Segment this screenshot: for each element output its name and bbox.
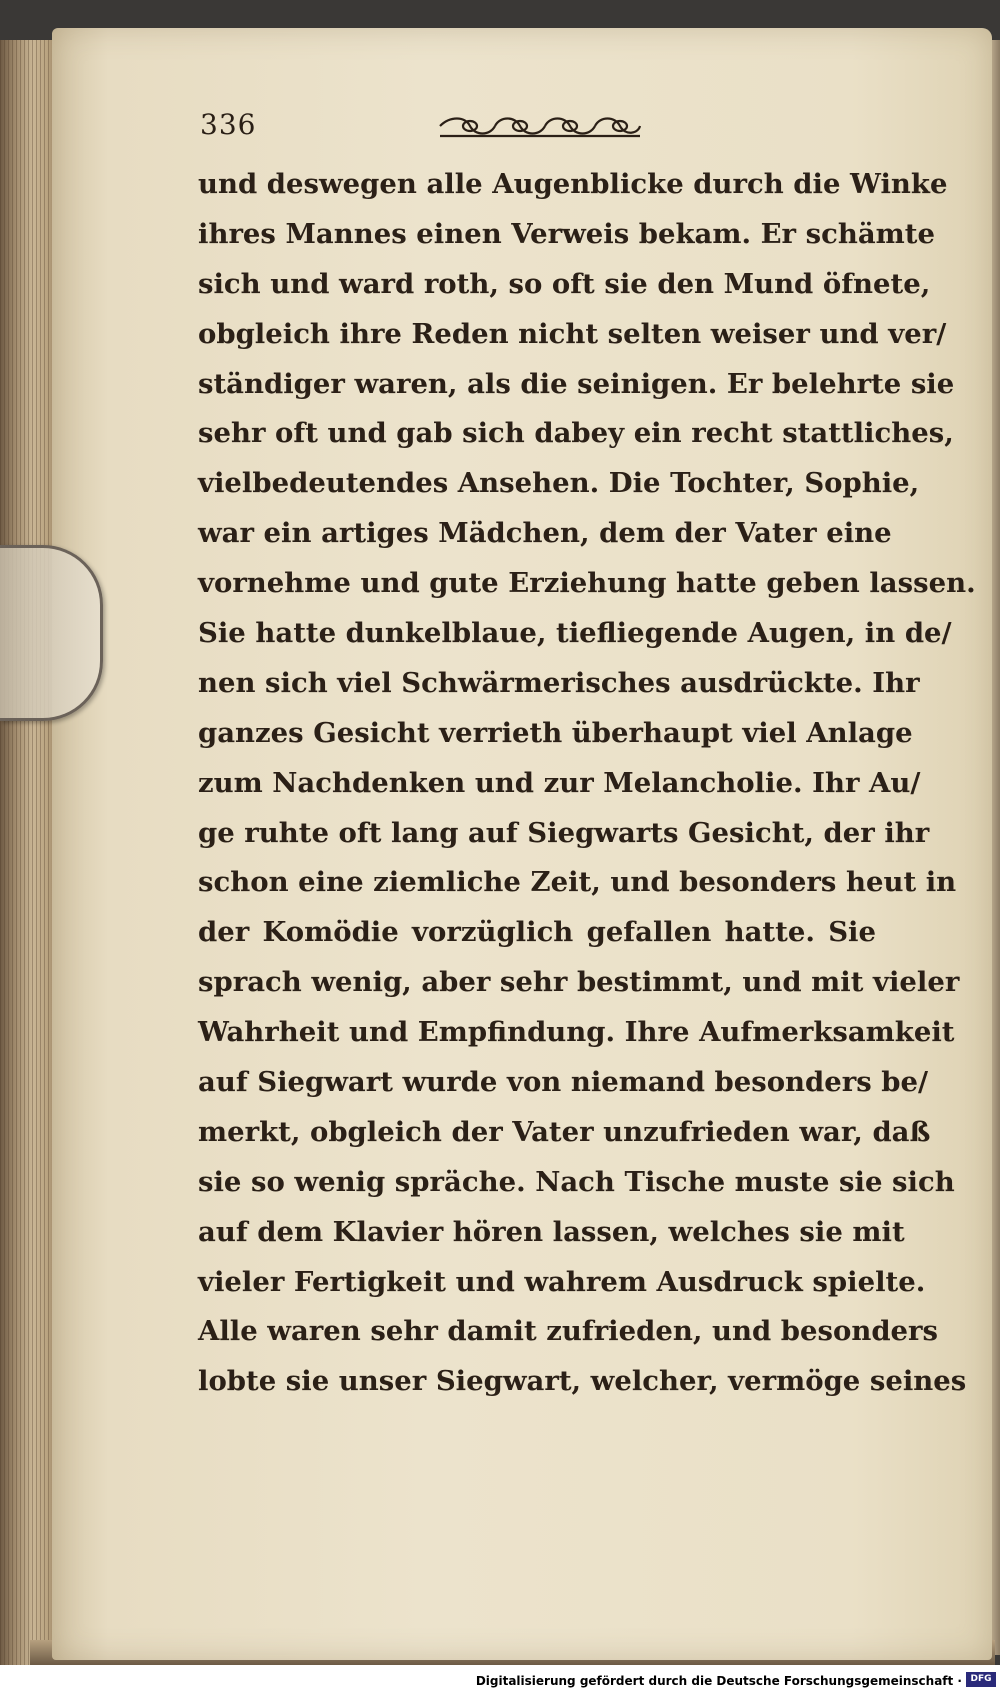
text-line: nen sich viel Schwärmerisches ausdrückte. Ihr [198, 666, 920, 699]
text-line: zum Nachdenken und zur Melancholie. Ihr Au/ [198, 766, 921, 799]
page-clip [0, 545, 103, 721]
text-line: vieler Fertigkeit und wahrem Ausdruck spielte. [198, 1265, 926, 1298]
text-line: sehr oft und gab sich dabey ein recht stattliches, [198, 417, 954, 450]
text-line: war ein artiges Mädchen, dem der Vater eine [198, 517, 892, 550]
text-line: der Komödie vorzüglich gefallen hatte. Sie [198, 916, 876, 949]
text-line: ge ruhte oft lang auf Siegwarts Gesicht, der ihr [198, 816, 930, 849]
text-line: auf Siegwart wurde von niemand besonders be/ [198, 1066, 929, 1099]
text-line: ständiger waren, als die seinigen. Er belehrte sie [198, 367, 955, 400]
text-line: schon eine ziemliche Zeit, und besonders heut in [198, 866, 957, 899]
text-line: ganzes Gesicht verrieth überhaupt viel Anlage [198, 716, 913, 749]
text-line: und deswegen alle Augenblicke durch die Winke [198, 168, 948, 200]
text-line: sie so wenig spräche. Nach Tische muste sie sich [198, 1165, 955, 1198]
text-line: ihres Mannes einen Verweis bekam. Er schämte [198, 217, 935, 250]
text-line: auf dem Klavier hören lassen, welches sie mit [198, 1215, 905, 1248]
text-line: Wahrheit und Empfindung. Ihre Aufmerksamkeit [198, 1016, 955, 1049]
text-line: merkt, obgleich der Vater unzufrieden war, daß [198, 1115, 931, 1148]
book-page-edges [0, 40, 60, 1665]
text-line: sprach wenig, aber sehr bestimmt, und mit vieler [198, 966, 960, 999]
page-number: 336 [200, 108, 257, 141]
body-text [198, 160, 976, 1407]
text-line: Alle waren sehr damit zufrieden, und besonders [198, 1315, 939, 1348]
footer-credit: Digitalisierung gefördert durch die Deutsche Forschungsgemeinschaft · [475, 1674, 962, 1688]
text-line: vielbedeutendes Ansehen. Die Tochter, Sophie, [198, 467, 920, 500]
text-line: Sie hatte dunkelblaue, tiefliegende Augen, in de/ [198, 617, 952, 650]
text-line: vornehme und gute Erziehung hatte geben lassen. [198, 567, 976, 600]
text-line: obgleich ihre Reden nicht selten weiser und ver/ [198, 317, 947, 350]
ornament-header-icon [435, 112, 645, 140]
text-line: sich und ward roth, so oft sie den Mund öfnete, [198, 267, 931, 300]
text-line: lobte sie unser Siegwart, welcher, vermöge seines [198, 1365, 967, 1398]
dfg-logo: DFG [966, 1672, 996, 1687]
